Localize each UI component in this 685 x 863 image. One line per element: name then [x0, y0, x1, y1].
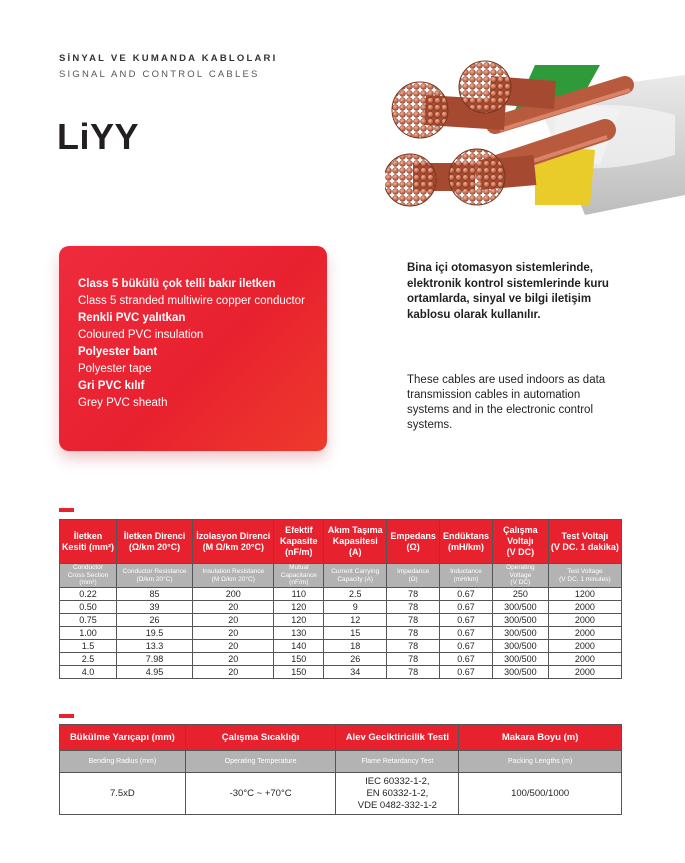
cell-text: Akım Taşıma	[327, 525, 383, 535]
section-marker	[59, 714, 74, 718]
cell-text: Kesiti (mm²)	[61, 541, 114, 552]
cell-text: 100/500/1000	[511, 787, 570, 799]
cell-text: Capacity (A)	[337, 575, 374, 583]
cell-text: Impedance	[397, 568, 430, 575]
table-cell: 78	[387, 627, 440, 640]
column-header	[60, 520, 117, 564]
cell-text: Test Voltage	[567, 568, 603, 575]
column-subheader: Flame Retardancy Test	[336, 751, 459, 773]
table-cell: 78	[387, 614, 440, 627]
header-title-en: SIGNAL AND CONTROL CABLES	[59, 69, 260, 80]
cell-text: Çalışma	[503, 525, 538, 535]
cell-text: Inductance	[450, 568, 482, 575]
column-subheader: Operating Temperature	[185, 751, 336, 773]
cell-text: (Ω)	[408, 575, 418, 583]
cell-text: (Ω)	[406, 541, 420, 552]
cell-text: Insulation Resistance	[202, 568, 265, 575]
cell-text: İzolasyon Direnci	[196, 530, 271, 541]
table-cell: 120	[274, 614, 324, 627]
table-cell: 2000	[548, 614, 621, 627]
table-cell: 150	[274, 666, 324, 679]
table-cell: 78	[387, 666, 440, 679]
column-header	[440, 520, 493, 564]
cell-text: Current Carrying	[331, 568, 380, 575]
table-cell: 140	[274, 640, 324, 653]
construction-item-tr: Renkli PVC yalıtkan	[78, 312, 186, 324]
cell-text: (V DC. 1 minutes)	[559, 575, 611, 583]
table-cell: 2000	[548, 627, 621, 640]
column-subheader	[492, 564, 548, 588]
cell-text: Mutual	[289, 564, 309, 572]
table-cell: 0.67	[440, 614, 493, 627]
table-cell: 7.98	[116, 653, 192, 666]
cell-text: Empedans	[390, 530, 436, 541]
column-subheader	[116, 564, 192, 588]
table-cell: 4.95	[116, 666, 192, 679]
table-cell: 0.67	[440, 640, 493, 653]
table-cell	[60, 773, 186, 815]
table-cell: 78	[387, 588, 440, 601]
construction-item-tr: Polyester bant	[78, 346, 158, 358]
table-cell: 20	[193, 640, 274, 653]
cell-text: (mm²)	[79, 579, 97, 587]
column-header	[274, 520, 324, 564]
cell-text: (Ω/km 20°C)	[128, 541, 181, 552]
section-marker	[59, 508, 74, 512]
table-cell: 2.5	[324, 588, 387, 601]
table-cell: 0.50	[60, 601, 117, 614]
column-subheader	[440, 564, 493, 588]
cell-text: VDE 0482-332-1-2	[357, 799, 437, 811]
table-cell: 85	[116, 588, 192, 601]
cell-text: (mH/km)	[453, 575, 479, 583]
table-cell: 200	[193, 588, 274, 601]
column-header: Çalışma Sıcaklığı	[185, 725, 336, 751]
cell-text: Voltage	[509, 571, 532, 579]
table-cell: 130	[274, 627, 324, 640]
table-row	[60, 640, 622, 653]
column-header: Makara Boyu (m)	[459, 725, 622, 751]
column-subheader	[193, 564, 274, 588]
table-row	[60, 666, 622, 679]
cell-text: IEC 60332-1-2,	[365, 775, 430, 787]
table-cell: 1200	[548, 588, 621, 601]
cell-text: İletken Direnci	[123, 530, 186, 541]
column-header	[548, 520, 621, 564]
table-cell: 0.67	[440, 601, 493, 614]
column-header: Bükülme Yarıçapı (mm)	[60, 725, 186, 751]
table-row	[60, 627, 622, 640]
table-cell: 300/500	[492, 666, 548, 679]
table-cell: 110	[274, 588, 324, 601]
table-cell: 20	[193, 627, 274, 640]
column-subheader: Packing Lengths (m)	[459, 751, 622, 773]
table-cell: 34	[324, 666, 387, 679]
cell-text: Conductor Resistance	[122, 568, 187, 575]
table-cell: 2000	[548, 640, 621, 653]
cell-text: (nF/m)	[289, 579, 309, 587]
column-subheader	[324, 564, 387, 588]
table-cell: 9	[324, 601, 387, 614]
cell-text: Endüktans	[442, 530, 489, 541]
description-tr: Bina içi otomasyon sistemlerinde, elektronik kontrol sistemlerinde kuru ortamlarda, sinyal ve bilgi iletişim kablosu olarak kullanılır.	[407, 262, 609, 321]
table-cell: 250	[492, 588, 548, 601]
cable-illustration	[385, 55, 685, 215]
table-cell: 18	[324, 640, 387, 653]
column-header	[387, 520, 440, 564]
cell-text: (nF/m)	[285, 547, 313, 557]
column-subheader: Bending Radius (mm)	[60, 751, 186, 773]
cell-text: (V DC. 1 dakika)	[550, 541, 619, 552]
cell-text: (V DC)	[510, 579, 531, 587]
cell-text: (mH/km)	[447, 541, 484, 552]
table-row	[60, 588, 622, 601]
table-cell: 300/500	[492, 653, 548, 666]
description-en: These cables are used indoors as data transmission cables in automation systems and in the electronic control systems.	[407, 374, 606, 431]
column-subheader	[387, 564, 440, 588]
table-cell: 1.00	[60, 627, 117, 640]
cell-text: EN 60332-1-2,	[366, 787, 429, 799]
table-cell: 0.22	[60, 588, 117, 601]
cell-text: Kapasitesi (A)	[332, 536, 378, 557]
cell-text: Efektif	[285, 525, 313, 535]
table-cell: 2000	[548, 666, 621, 679]
header-title-tr: SİNYAL VE KUMANDA KABLOLARI	[59, 53, 278, 64]
table-cell: 300/500	[492, 614, 548, 627]
column-header	[193, 520, 274, 564]
table-row	[60, 653, 622, 666]
construction-item-tr: Class 5 bükülü çok telli bakır iletken	[78, 278, 276, 290]
table-cell: 1.5	[60, 640, 117, 653]
construction-item-tr: Gri PVC kılıf	[78, 380, 145, 392]
table-cell	[336, 773, 459, 815]
table-cell: 78	[387, 640, 440, 653]
table-cell: 4.0	[60, 666, 117, 679]
table-cell: 0.67	[440, 627, 493, 640]
table-cell: 13.3	[116, 640, 192, 653]
table-cell: 300/500	[492, 601, 548, 614]
cell-text: (Ω/km 20°C)	[136, 575, 173, 583]
column-header	[116, 520, 192, 564]
table-cell: 19.5	[116, 627, 192, 640]
table-cell: 300/500	[492, 627, 548, 640]
table-cell: 0.75	[60, 614, 117, 627]
table-cell: 150	[274, 653, 324, 666]
construction-item-en: Polyester tape	[78, 363, 152, 375]
column-subheader	[274, 564, 324, 588]
table-cell: 0.67	[440, 666, 493, 679]
cell-text: İletken	[73, 530, 103, 541]
cell-text: Test Voltajı	[561, 530, 609, 541]
cell-text: 7.5xD	[109, 787, 135, 799]
cell-text: Cross Section	[67, 571, 109, 579]
table-cell	[459, 773, 622, 815]
cell-text: Kapasite	[280, 536, 318, 546]
table-row	[60, 614, 622, 627]
column-subheader	[60, 564, 117, 588]
product-title: LiYY	[57, 116, 140, 157]
table-cell: 20	[193, 653, 274, 666]
construction-card	[59, 246, 327, 451]
cell-text: -30°C ~ +70°C	[229, 787, 292, 799]
column-header	[324, 520, 387, 564]
table-row	[60, 601, 622, 614]
table-cell: 0.67	[440, 653, 493, 666]
table-cell: 39	[116, 601, 192, 614]
column-header	[492, 520, 548, 564]
cell-text: (M Ω/km 20°C)	[202, 541, 264, 552]
cell-text: Conductor	[72, 564, 103, 572]
construction-item-en: Grey PVC sheath	[78, 397, 168, 409]
construction-item-en: Class 5 stranded multiwire copper conductor	[78, 295, 305, 307]
table-cell: 78	[387, 601, 440, 614]
table-cell	[185, 773, 336, 815]
table-cell: 0.67	[440, 588, 493, 601]
cell-text: Operating	[506, 564, 535, 572]
table-cell: 120	[274, 601, 324, 614]
electrical-properties-table	[59, 519, 622, 679]
mechanical-properties-table	[59, 724, 622, 815]
table-cell: 2000	[548, 601, 621, 614]
table-cell: 300/500	[492, 640, 548, 653]
cell-text: Voltajı	[507, 536, 534, 546]
table-cell: 2000	[548, 653, 621, 666]
table-cell: 26	[324, 653, 387, 666]
table-cell: 20	[193, 666, 274, 679]
cell-text: Capacitance	[280, 571, 317, 579]
table-cell: 78	[387, 653, 440, 666]
table-cell: 2.5	[60, 653, 117, 666]
column-header: Alev Geciktiricilik Testi	[336, 725, 459, 751]
table-cell: 20	[193, 614, 274, 627]
table-cell: 26	[116, 614, 192, 627]
construction-item-en: Coloured PVC insulation	[78, 329, 204, 341]
cell-text: (M Ω/km 20°C)	[211, 575, 255, 583]
table-cell: 12	[324, 614, 387, 627]
table-cell: 15	[324, 627, 387, 640]
cell-text: (V DC)	[506, 547, 535, 557]
column-subheader	[548, 564, 621, 588]
table-cell: 20	[193, 601, 274, 614]
